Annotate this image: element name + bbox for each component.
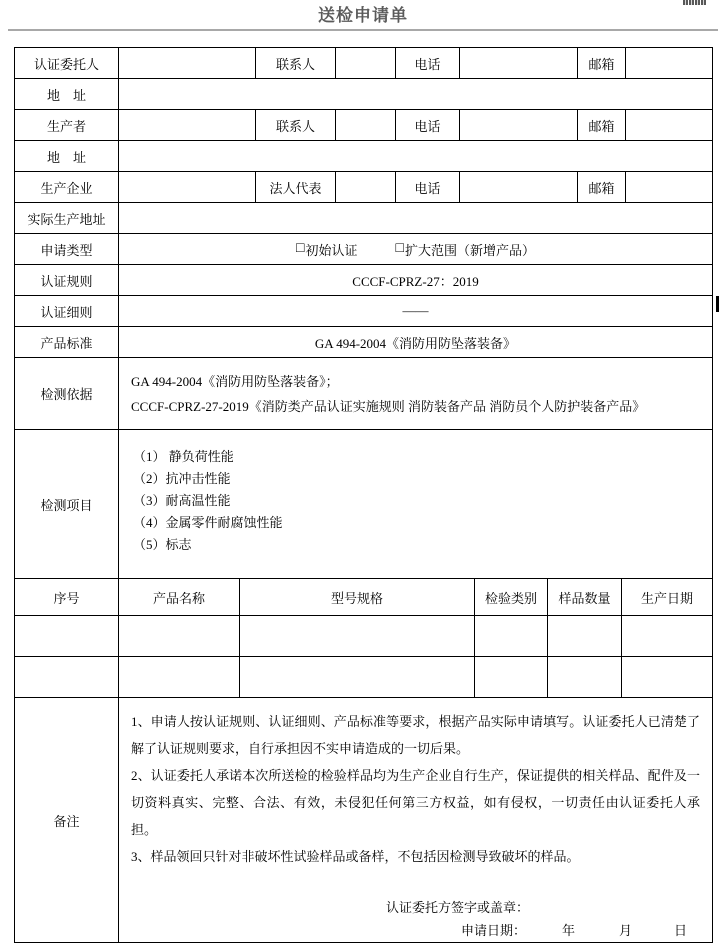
manufacturer-phone-input[interactable]	[460, 172, 578, 203]
sample-qty-input[interactable]	[548, 616, 622, 657]
applicant-label: 认证委托人	[15, 48, 119, 79]
applicant-contact-label: 联系人	[256, 48, 336, 79]
col-header-sample-qty: 样品数量	[548, 579, 622, 616]
product-standard-value: GA 494-2004《消防用防坠落装备》	[119, 327, 713, 358]
title-divider	[8, 29, 718, 31]
remark-note: 1、申请人按认证规则、认证细则、产品标准等要求，根据产品实际申请填写。认证委托人已清楚了解了认证规则要求，自行承担因不实申请造成的一切后果。	[131, 714, 700, 756]
application-type-cell	[119, 234, 713, 265]
signature-block	[131, 896, 700, 942]
checkbox-icon[interactable]: □	[395, 241, 404, 256]
samples-header-row	[15, 579, 713, 616]
remarks-table	[14, 697, 713, 943]
test-item: （3）耐高温性能	[133, 493, 231, 508]
test-items-list	[119, 430, 713, 579]
application-form	[14, 47, 712, 943]
test-basis-label: 检测依据	[15, 358, 119, 430]
checkbox-expand-scope-label: 扩大范围（新增产品）	[404, 242, 535, 258]
col-header-product-name: 产品名称	[119, 579, 240, 616]
sample-serial-input[interactable]	[15, 657, 119, 698]
remarks-content	[119, 698, 713, 943]
signature-label: 认证委托方签字或盖章：	[386, 900, 530, 915]
sample-production-date-input[interactable]	[622, 616, 713, 657]
producer-phone-input[interactable]	[460, 110, 578, 141]
certification-detail-label: 认证细则	[15, 296, 119, 327]
table-row	[15, 141, 713, 172]
test-item: （5）标志	[133, 537, 192, 552]
remarks-row	[15, 698, 713, 943]
page-title: 送检申请单	[318, 6, 408, 25]
date-year-label: 年	[562, 923, 576, 938]
applicant-name-input[interactable]	[119, 48, 256, 79]
producer-label: 生产者	[15, 110, 119, 141]
sample-production-date-input[interactable]	[622, 657, 713, 698]
table-row	[15, 203, 713, 234]
table-row	[15, 265, 713, 296]
manufacturer-label: 生产企业	[15, 172, 119, 203]
producer-address-label: 地 址	[15, 141, 119, 172]
producer-email-label: 邮箱	[578, 110, 626, 141]
checkbox-expand-scope[interactable]	[396, 240, 535, 259]
test-basis-value	[119, 358, 713, 430]
checkbox-initial-certification[interactable]	[296, 240, 357, 259]
producer-name-input[interactable]	[119, 110, 256, 141]
table-row	[15, 110, 713, 141]
checkbox-icon[interactable]: □	[296, 241, 305, 256]
sample-product-name-input[interactable]	[119, 657, 240, 698]
remark-note: 2、认证委托人承诺本次所送检的检验样品均为生产企业自行生产，保证提供的相关样品、配件及一切资料真实、完整、合法、有效，未侵犯任何第三方权益，如有侵权，一切责任由认证委托人承担。	[131, 768, 700, 837]
text-cursor-artifact	[716, 296, 719, 312]
sample-model-spec-input[interactable]	[240, 616, 475, 657]
col-header-inspection-type: 检验类别	[475, 579, 548, 616]
applicant-address-input[interactable]	[119, 79, 713, 110]
certification-rule-label: 认证规则	[15, 265, 119, 296]
manufacturer-name-input[interactable]	[119, 172, 256, 203]
sample-row	[15, 616, 713, 657]
table-row	[15, 172, 713, 203]
col-header-serial: 序号	[15, 579, 119, 616]
manufacturer-email-input[interactable]	[626, 172, 713, 203]
producer-email-input[interactable]	[626, 110, 713, 141]
manufacturer-legal-rep-label: 法人代表	[256, 172, 336, 203]
manufacturer-email-label: 邮箱	[578, 172, 626, 203]
applicant-phone-label: 电话	[396, 48, 460, 79]
remarks-label: 备注	[15, 698, 119, 943]
samples-table	[14, 578, 713, 698]
test-basis-line: CCCF-CPRZ-27-2019《消防类产品认证实施规则 消防装备产品 消防员个人防护装备产品》	[131, 398, 646, 414]
sample-inspection-type-input[interactable]	[475, 657, 548, 698]
table-row	[15, 358, 713, 430]
sample-row	[15, 657, 713, 698]
test-basis-line: GA 494-2004《消防用防坠落装备》；	[131, 373, 339, 389]
applicant-phone-input[interactable]	[460, 48, 578, 79]
manufacturer-phone-label: 电话	[396, 172, 460, 203]
col-header-production-date: 生产日期	[622, 579, 713, 616]
info-table	[14, 47, 713, 579]
test-item: （4）金属零件耐腐蚀性能	[133, 515, 283, 530]
producer-phone-label: 电话	[396, 110, 460, 141]
date-day-label: 日	[674, 923, 688, 938]
sample-serial-input[interactable]	[15, 616, 119, 657]
test-items-label: 检测项目	[15, 430, 119, 579]
checkbox-initial-certification-label: 初始认证	[305, 242, 358, 258]
application-date-line	[131, 919, 700, 942]
sample-product-name-input[interactable]	[119, 616, 240, 657]
certification-detail-value: ——	[119, 296, 713, 327]
sample-inspection-type-input[interactable]	[475, 616, 548, 657]
applicant-address-label: 地 址	[15, 79, 119, 110]
test-item: （1） 静负荷性能	[133, 449, 234, 464]
test-item: （2）抗冲击性能	[133, 471, 231, 486]
application-type-label: 申请类型	[15, 234, 119, 265]
remark-note: 3、样品领回只针对非破坏性试验样品或备样，不包括因检测导致破坏的样品。	[131, 849, 580, 864]
table-row	[15, 48, 713, 79]
sample-qty-input[interactable]	[548, 657, 622, 698]
applicant-email-label: 邮箱	[578, 48, 626, 79]
certification-rule-value: CCCF-CPRZ-27：2019	[119, 265, 713, 296]
sample-model-spec-input[interactable]	[240, 657, 475, 698]
table-row	[15, 79, 713, 110]
product-standard-label: 产品标准	[15, 327, 119, 358]
table-row	[15, 327, 713, 358]
application-date-label: 申请日期：	[461, 923, 527, 938]
manufacturer-legal-rep-input[interactable]	[336, 172, 396, 203]
producer-contact-label: 联系人	[256, 110, 336, 141]
production-address-label: 实际生产地址	[15, 203, 119, 234]
table-row	[15, 430, 713, 579]
production-address-input[interactable]	[119, 203, 713, 234]
col-header-model-spec: 型号规格	[240, 579, 475, 616]
applicant-contact-input[interactable]	[336, 48, 396, 79]
producer-contact-input[interactable]	[336, 110, 396, 141]
clipped-page-artifact	[683, 0, 706, 5]
applicant-email-input[interactable]	[626, 48, 713, 79]
date-month-label: 月	[619, 923, 633, 938]
producer-address-input[interactable]	[119, 141, 713, 172]
table-row	[15, 296, 713, 327]
table-row	[15, 234, 713, 265]
